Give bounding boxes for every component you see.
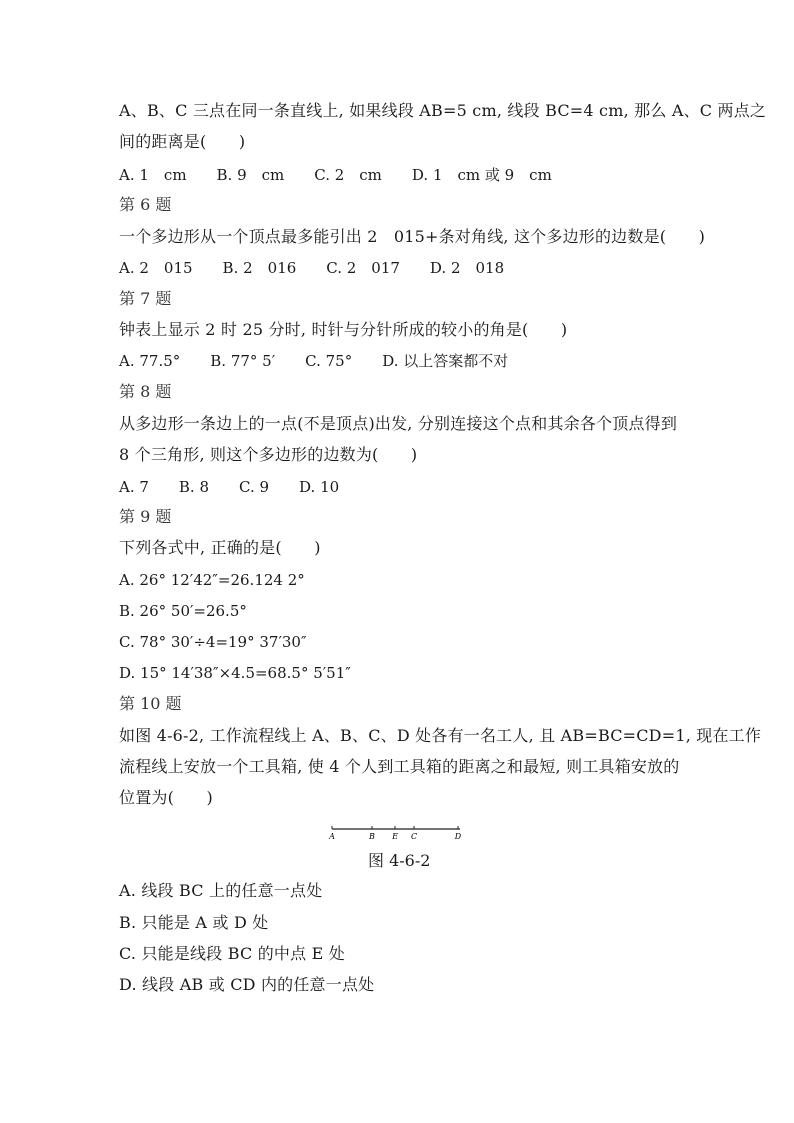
point-label-e: E (392, 832, 398, 841)
figure-caption: 图 4-6-2 (368, 851, 431, 870)
q5-stem-line-2: 间的距离是( ) (119, 132, 246, 151)
q10-stem-line-1: 如图 4-6-2, 工作流程线上 A、B、C、D 处各有一名工人, 且 AB=BC=CD=1, 现在工作 (119, 726, 762, 745)
q7-heading: 第 7 题 (119, 289, 172, 308)
point-label-b: B (369, 832, 375, 841)
q10-heading: 第 10 题 (119, 694, 182, 713)
q7-options: A. 77.5° B. 77° 5′ C. 75° D. 以上答案都不对 (119, 352, 509, 370)
q8-options: A. 7 B. 8 C. 9 D. 10 (119, 478, 340, 496)
point-label-d: D (454, 832, 462, 841)
q5-options: A. 1 cm B. 9 cm C. 2 cm D. 1 cm 或 9 cm (119, 166, 552, 184)
q10-option-d: D. 线段 AB 或 CD 内的任意一点处 (119, 975, 375, 994)
q10-option-c: C. 只能是线段 BC 的中点 E 处 (119, 944, 345, 963)
q7-stem: 钟表上显示 2 时 25 分时, 时针与分针所成的较小的角是( ) (119, 320, 568, 339)
point-label-a: A (329, 832, 335, 841)
workflow-line-figure (326, 822, 466, 842)
q9-option-a: A. 26° 12′42″=26.124 2° (119, 571, 305, 589)
q9-option-d: D. 15° 14′38″×4.5=68.5° 5′51″ (119, 664, 351, 682)
q6-options: A. 2 015 B. 2 016 C. 2 017 D. 2 018 (119, 259, 505, 277)
q8-heading: 第 8 题 (119, 382, 172, 401)
q8-stem-line-1: 从多边形一条边上的一点(不是顶点)出发, 分别连接这个点和其余各个顶点得到 (119, 414, 678, 433)
q6-heading: 第 6 题 (119, 195, 172, 214)
q10-stem-line-2: 流程线上安放一个工具箱, 使 4 个人到工具箱的距离之和最短, 则工具箱安放的 (119, 757, 680, 776)
q9-option-b: B. 26° 50′=26.5° (119, 602, 247, 620)
q5-stem-line-1: A、B、C 三点在同一条直线上, 如果线段 AB=5 cm, 线段 BC=4 cm, 那么 A、C 两点之 (119, 101, 767, 120)
q9-option-c: C. 78° 30′÷4=19° 37′30″ (119, 633, 307, 651)
q8-stem-line-2: 8 个三角形, 则这个多边形的边数为( ) (119, 445, 418, 464)
q6-stem: 一个多边形从一个顶点最多能引出 2 015+条对角线, 这个多边形的边数是( ) (119, 227, 706, 246)
q9-stem: 下列各式中, 正确的是( ) (119, 538, 321, 557)
q10-option-a: A. 线段 BC 上的任意一点处 (119, 881, 323, 900)
point-label-c: C (410, 832, 418, 841)
q10-stem-line-3: 位置为( ) (119, 788, 213, 807)
q10-option-b: B. 只能是 A 或 D 处 (119, 913, 269, 932)
q9-heading: 第 9 题 (119, 507, 172, 526)
